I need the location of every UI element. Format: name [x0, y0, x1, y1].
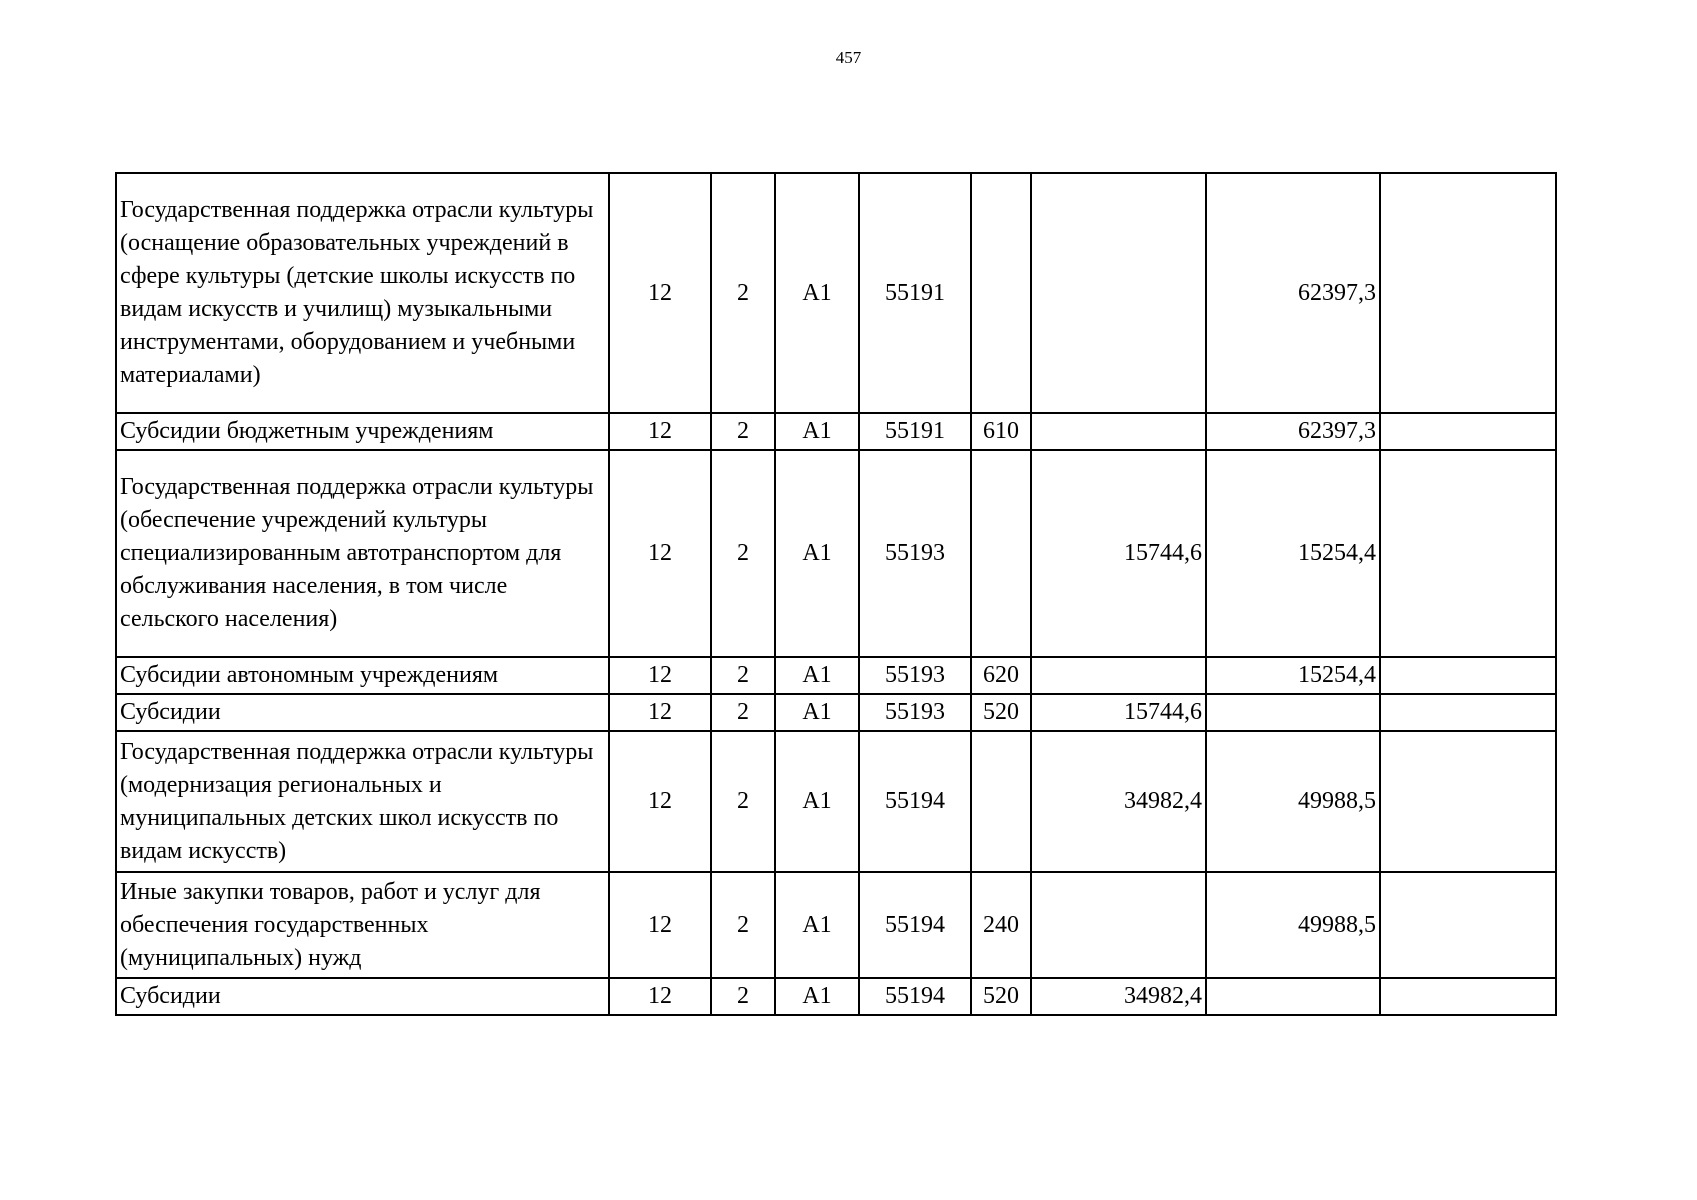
amount-2: 49988,5: [1206, 872, 1380, 978]
expense-type-code: 520: [971, 694, 1031, 731]
article-code: 55194: [859, 978, 971, 1015]
article-code: 55191: [859, 413, 971, 450]
amount-1: [1031, 413, 1206, 450]
program-code: А1: [775, 657, 859, 694]
table-row: [116, 978, 1556, 1015]
page-number: 457: [835, 48, 862, 67]
section-code: 12: [609, 978, 711, 1015]
expense-type-code: 520: [971, 978, 1031, 1015]
program-code: А1: [775, 872, 859, 978]
amount-2: 15254,4: [1206, 450, 1380, 657]
amount-3: [1380, 872, 1556, 978]
subsection-code: 2: [711, 173, 775, 413]
amount-2: [1206, 694, 1380, 731]
program-code: А1: [775, 413, 859, 450]
program-code: А1: [775, 731, 859, 872]
subsection-code: 2: [711, 450, 775, 657]
article-code: 55193: [859, 694, 971, 731]
amount-2: [1206, 978, 1380, 1015]
program-code: А1: [775, 173, 859, 413]
amount-1: 15744,6: [1031, 694, 1206, 731]
subsection-code: 2: [711, 413, 775, 450]
amount-3: [1380, 413, 1556, 450]
expense-type-code: [971, 173, 1031, 413]
subsection-code: 2: [711, 872, 775, 978]
article-code: 55191: [859, 173, 971, 413]
amount-2: 49988,5: [1206, 731, 1380, 872]
program-code: А1: [775, 694, 859, 731]
amount-3: [1380, 731, 1556, 872]
table-row: [116, 173, 1556, 413]
table-row: [116, 731, 1556, 872]
article-code: 55194: [859, 872, 971, 978]
section-code: 12: [609, 450, 711, 657]
expense-type-code: [971, 731, 1031, 872]
row-description: Субсидии: [116, 694, 609, 731]
expense-type-code: 610: [971, 413, 1031, 450]
amount-1: [1031, 173, 1206, 413]
row-description: Государственная поддержка отрасли культуры (обеспечение учреждений культуры специализированным автотранспортом для обслуживания населения, в том числе сельского населения): [116, 450, 609, 657]
expense-type-code: [971, 450, 1031, 657]
amount-1: 34982,4: [1031, 978, 1206, 1015]
section-code: 12: [609, 413, 711, 450]
program-code: А1: [775, 978, 859, 1015]
article-code: 55193: [859, 450, 971, 657]
amount-1: [1031, 872, 1206, 978]
subsection-code: 2: [711, 978, 775, 1015]
program-code: А1: [775, 450, 859, 657]
amount-2: 62397,3: [1206, 413, 1380, 450]
article-code: 55193: [859, 657, 971, 694]
table-row: [116, 872, 1556, 978]
subsection-code: 2: [711, 657, 775, 694]
amount-1: [1031, 657, 1206, 694]
expense-type-code: 620: [971, 657, 1031, 694]
table-row: [116, 694, 1556, 731]
row-description: Субсидии бюджетным учреждениям: [116, 413, 609, 450]
budget-table: [115, 172, 1557, 1016]
expense-type-code: 240: [971, 872, 1031, 978]
amount-2: 62397,3: [1206, 173, 1380, 413]
subsection-code: 2: [711, 694, 775, 731]
section-code: 12: [609, 872, 711, 978]
table-row: [116, 450, 1556, 657]
subsection-code: 2: [711, 731, 775, 872]
amount-3: [1380, 978, 1556, 1015]
row-description: Государственная поддержка отрасли культуры (оснащение образовательных учреждений в сфере культуры (детские школы искусств по видам искусств и училищ) музыкальными инструментами, оборудованием и учебными материалами): [116, 173, 609, 413]
article-code: 55194: [859, 731, 971, 872]
amount-2: 15254,4: [1206, 657, 1380, 694]
table-row: [116, 413, 1556, 450]
amount-3: [1380, 173, 1556, 413]
table-row: [116, 657, 1556, 694]
amount-1: 15744,6: [1031, 450, 1206, 657]
amount-3: [1380, 657, 1556, 694]
section-code: 12: [609, 731, 711, 872]
amount-1: 34982,4: [1031, 731, 1206, 872]
amount-3: [1380, 450, 1556, 657]
row-description: Субсидии автономным учреждениям: [116, 657, 609, 694]
section-code: 12: [609, 657, 711, 694]
section-code: 12: [609, 173, 711, 413]
row-description: Иные закупки товаров, работ и услуг для обеспечения государственных (муниципальных) нужд: [116, 872, 609, 978]
amount-3: [1380, 694, 1556, 731]
section-code: 12: [609, 694, 711, 731]
row-description: Государственная поддержка отрасли культуры (модернизация региональных и муниципальных детских школ искусств по видам искусств): [116, 731, 609, 872]
row-description: Субсидии: [116, 978, 609, 1015]
